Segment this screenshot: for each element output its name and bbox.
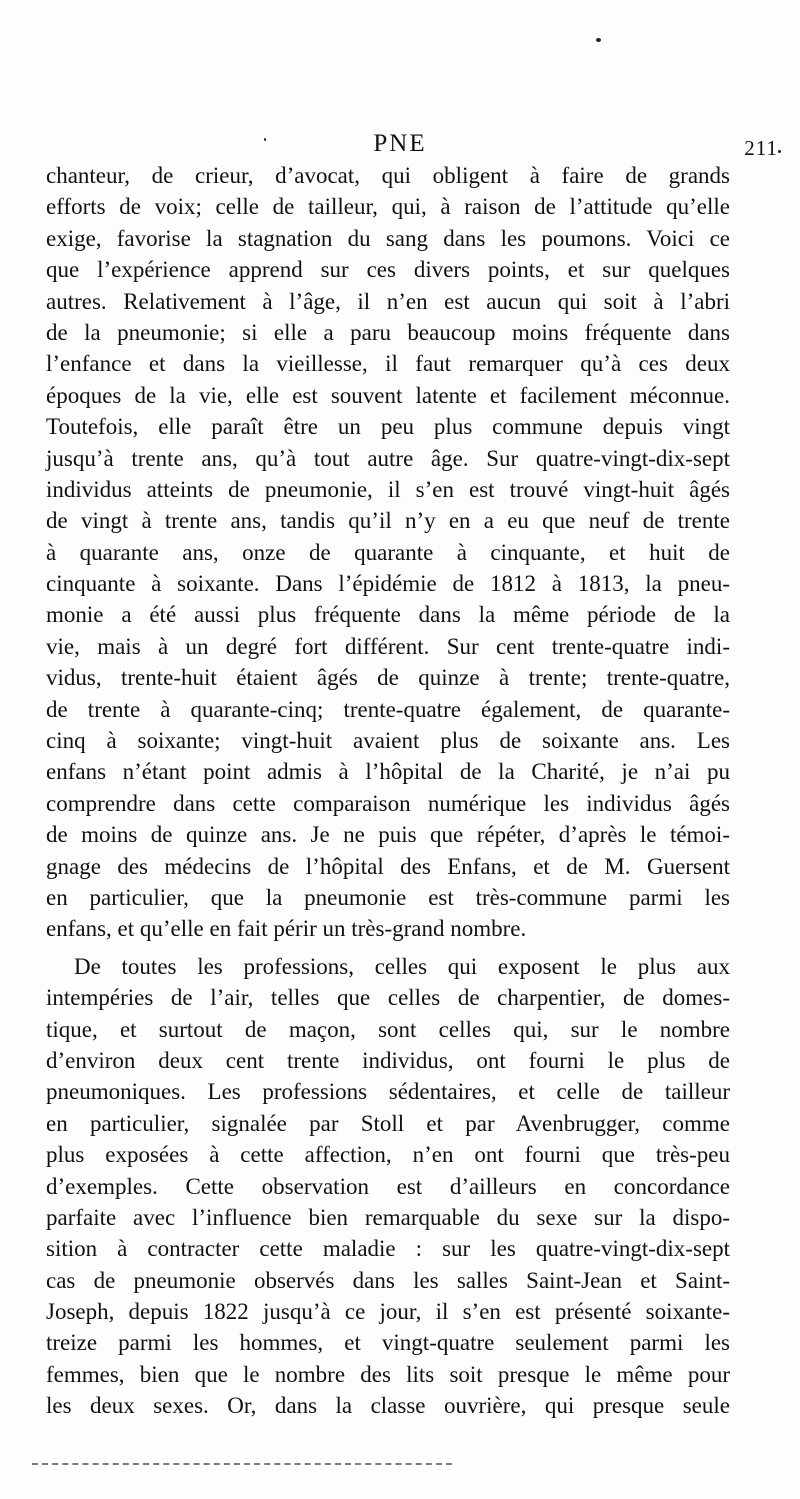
text-line: cas de pneumonie observés dans les salles Saint-Jean et Saint-	[46, 1267, 730, 1293]
text-line: Toutefois, elle paraît être un peu plus commune depuis vingt	[46, 414, 730, 440]
text-line: de trente à quarante-cinq; trente-quatre également, de quarante-	[46, 696, 730, 722]
text-line: en particulier, que la pneumonie est très-commune parmi les	[46, 884, 730, 910]
text-line: vie, mais à un degré fort différent. Sur cent trente-quatre indi-	[46, 633, 730, 659]
text-line: en particulier, signalée par Stoll et par Avenbrugger, comme	[46, 1110, 730, 1136]
text-line: treize parmi les hommes, et vingt-quatre seulement parmi les	[46, 1330, 730, 1356]
text-line: que l’expérience apprend sur ces divers points, et sur quelques	[46, 257, 730, 283]
text-line: cinq à soixante; vingt-huit avaient plus de soixante ans. Les	[46, 728, 730, 754]
text-line: autres. Relativement à l’âge, il n’en est aucun qui soit à l’abri	[46, 288, 730, 314]
text-line: tique, et surtout de maçon, sont celles qui, sur le nombre	[46, 1016, 730, 1042]
text-line: de moins de quinze ans. Je ne puis que répéter, d’après le témoi-	[46, 822, 730, 848]
text-line: gnage des médecins de l’hôpital des Enfans, et de M. Guersent	[46, 853, 730, 879]
text-line: de vingt à trente ans, tandis qu’il n’y en a eu que neuf de trente	[46, 508, 730, 534]
text-line: Joseph, depuis 1822 jusqu’à ce jour, il s’en est présenté soixante-	[46, 1299, 730, 1325]
text-line: plus exposées à cette affection, n’en ont fourni que très-peu	[46, 1142, 730, 1168]
text-line: à quarante ans, onze de quarante à cinquante, et huit de	[46, 539, 730, 565]
text-line: parfaite avec l’influence bien remarquable du sexe sur la dispo-	[46, 1204, 730, 1230]
text-line: d’exemples. Cette observation est d’ailleurs en concordance	[46, 1173, 730, 1199]
text-line: femmes, bien que le nombre des lits soit presque le même pour	[46, 1361, 730, 1387]
ink-speck	[596, 38, 601, 42]
text-line: les deux sexes. Or, dans la classe ouvrière, qui presque seule	[46, 1393, 730, 1419]
page-number: 211	[744, 136, 778, 160]
text-line: comprendre dans cette comparaison numérique les individus âgés	[46, 790, 730, 816]
text-line: individus atteints de pneumonie, il s’en est trouvé vingt-huit âgés	[46, 476, 730, 502]
text-line: exige, favorise la stagnation du sang dans les poumons. Voici ce	[46, 225, 730, 251]
text-line: efforts de voix; celle de tailleur, qui, à raison de l’attitude qu’elle	[46, 194, 730, 220]
text-line: enfans n’étant point admis à l’hôpital de la Charité, je n’ai pu	[46, 759, 730, 785]
text-line: chanteur, de crieur, d’avocat, qui obligent à faire de grands	[46, 163, 730, 188]
paragraph	[46, 160, 730, 945]
body-text	[46, 160, 730, 1422]
text-line: d’environ deux cent trente individus, ont fourni le plus de	[46, 1047, 730, 1073]
text-line: cinquante à soixante. Dans l’épidémie de 1812 à 1813, la pneu-	[46, 571, 730, 597]
text-line: monie a été aussi plus fréquente dans la même période de la	[46, 602, 730, 628]
text-line: l’enfance et dans la vieillesse, il faut remarquer qu’à ces deux	[46, 351, 730, 377]
running-title: PNE	[373, 130, 427, 157]
text-line: époques de la vie, elle est souvent latente et facilement méconnue.	[46, 382, 730, 408]
text-line: de la pneumonie; si elle a paru beaucoup moins fréquente dans	[46, 319, 730, 345]
paragraph	[46, 951, 730, 1422]
text-line: pneumoniques. Les professions sédentaires, et celle de tailleur	[46, 1079, 730, 1105]
text-line: enfans, et qu’elle en fait périr un très-grand nombre.	[46, 916, 527, 942]
text-line: intempéries de l’air, telles que celles de charpentier, de domes-	[46, 985, 730, 1011]
text-line: sition à contracter cette maladie : sur les quatre-vingt-dix-sept	[46, 1236, 730, 1262]
footer-rule	[32, 1463, 452, 1465]
text-line: jusqu’à trente ans, qu’à tout autre âge. Sur quatre-vingt-dix-sept	[46, 445, 730, 471]
running-head	[0, 130, 800, 164]
text-line: De toutes les professions, celles qui exposent le plus aux	[74, 953, 730, 979]
text-line: vidus, trente-huit étaient âgés de quinze à trente; trente-quatre,	[46, 665, 730, 691]
